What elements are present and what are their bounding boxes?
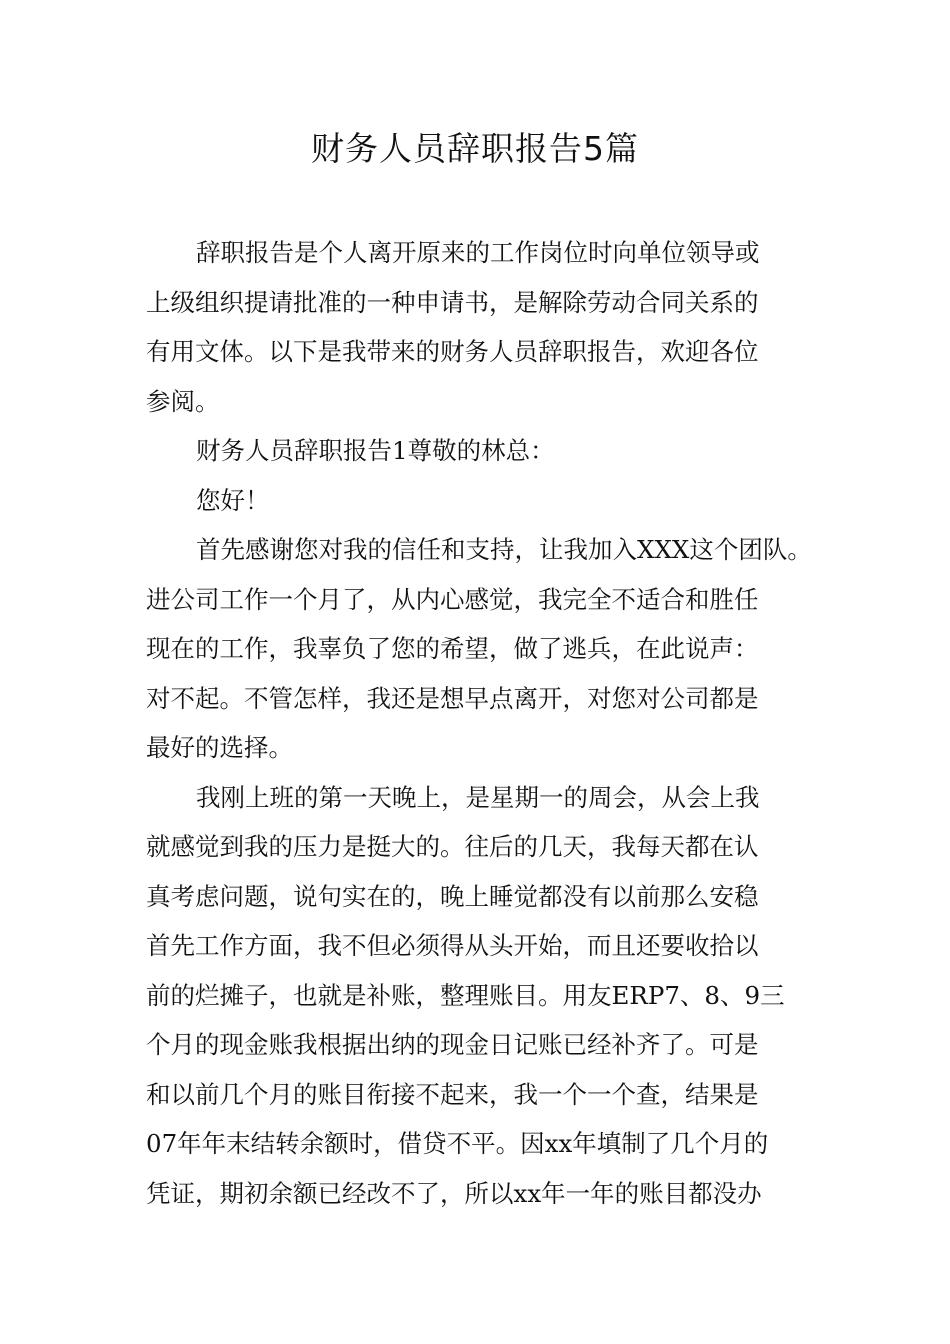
- text-line: 您好！: [196, 485, 270, 515]
- text-line: 财务人员辞职报告1尊敬的林总：: [196, 436, 555, 465]
- text-line: 和以前几个月的账目衔接不起来，我一个一个查，结果是: [146, 1079, 759, 1109]
- text-line: 最好的选择。: [146, 733, 293, 762]
- document-title: 财务人员辞职报告5篇: [311, 129, 639, 168]
- text-line: 就感觉到我的压力是挺大的。往后的几天，我每天都在认: [146, 832, 759, 861]
- document-body: [146, 228, 816, 1218]
- text-line: 现在的工作，我辜负了您的希望，做了逃兵，在此说声：: [146, 634, 759, 663]
- text-line: 首先工作方面，我不但必须得从头开始，而且还要收拾以: [146, 931, 759, 960]
- text-line: 辞职报告是个人离开原来的工作岗位时向单位领导或: [196, 238, 760, 267]
- text-line: 进公司工作一个月了，从内心感觉，我完全不适合和胜任: [146, 584, 759, 614]
- text-line: 真考虑问题，说句实在的，晚上睡觉都没有以前那么安稳: [146, 881, 759, 911]
- text-line: 前的烂摊子，也就是补账，整理账目。用友ERP7、8、9三: [146, 980, 785, 1010]
- text-line: 上级组织提请批准的一种申请书，是解除劳动合同关系的: [146, 287, 759, 317]
- text-line: 个月的现金账我根据出纳的现金日记账已经补齐了。可是: [146, 1030, 759, 1059]
- text-line: 我刚上班的第一天晚上，是星期一的周会，从会上我: [196, 782, 760, 812]
- text-line: 对不起。不管怎样，我还是想早点离开，对您对公司都是: [146, 683, 759, 713]
- text-line: 有用文体。以下是我带来的财务人员辞职报告，欢迎各位: [146, 337, 759, 366]
- text-line: 首先感谢您对我的信任和支持，让我加入XXX这个团队。: [196, 535, 812, 564]
- text-line: 凭证，期初余额已经改不了，所以xx年一年的账目都没办: [146, 1178, 762, 1208]
- text-line: 参阅。: [146, 386, 220, 416]
- text-line: 07年年末结转余额时，借贷不平。因xx年填制了几个月的: [146, 1129, 769, 1158]
